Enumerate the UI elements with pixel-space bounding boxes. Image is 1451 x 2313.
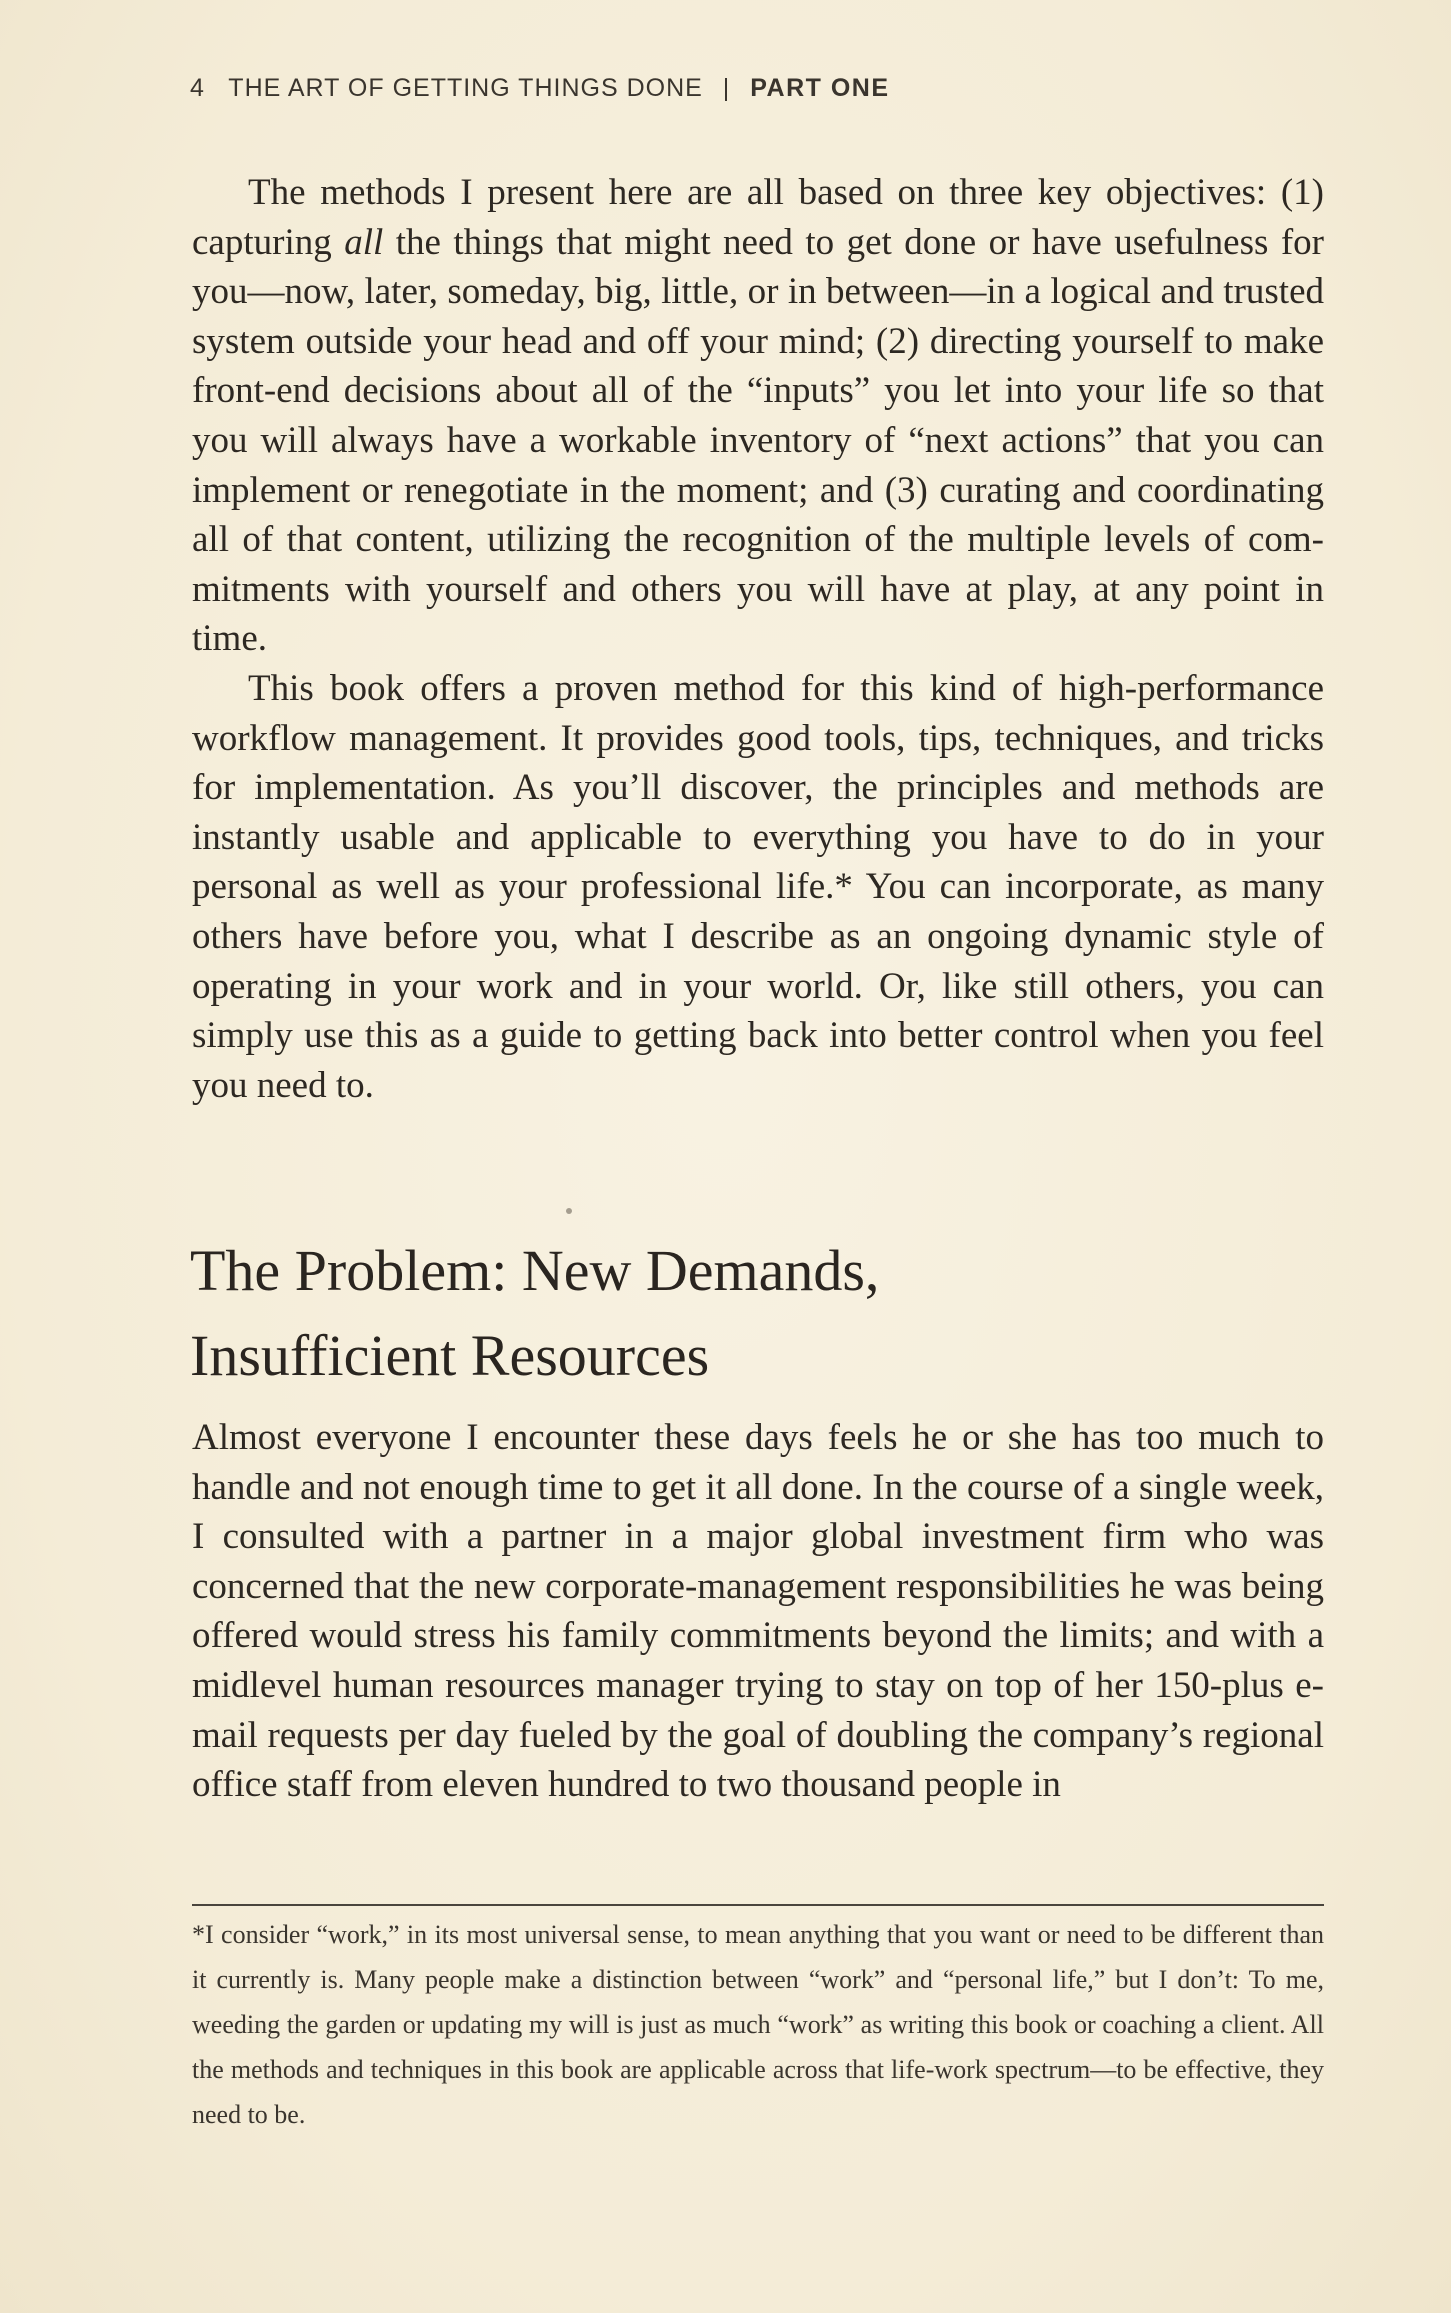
part-label: PART ONE — [750, 74, 890, 102]
intro-text — [192, 168, 1324, 1110]
page-number: 4 — [190, 74, 205, 102]
intro-paragraph-1-start: The methods I present here are all based on three key objectives: (1) capturing — [192, 172, 1324, 263]
intro-paragraph-2: This book offers a proven method for this kind of high-performance workflow management. It provides good tools, tips, techniques, and tricks for implementation. As you’ll discover, the principles and methods are instantly usable and applicable to everything you have to do in your personal as well as your professional life.* You can incorporate, as many others have before you, what I describe as an ongoing dynamic style of operating in your work and in your world. Or, like still others, you can simply use this as a guide to getting back into better control when you feel you need to. — [192, 667, 1324, 1106]
footnote-rule — [192, 1904, 1324, 1906]
book-title: THE ART OF GETTING THINGS DONE — [228, 74, 703, 102]
print-speck — [566, 1208, 572, 1214]
section-paragraph-1: Almost everyone I encounter these days feels he or she has too much to handle and not enough time to get it all done. In the course of a single week, I consulted with a partner in a major global investment firm who was concerned that the new corporate-management responsibilities he was being offered would stress his family commitments beyond the limits; and with a midlevel human resources manager trying to stay on top of her 150-plus e-mail requests per day fueled by the goal of doubling the company’s regional office staff from eleven hundred to two thousand people in — [192, 1417, 1324, 1806]
section-heading — [190, 1228, 1330, 1398]
section-heading-line-1: The Problem: New Demands, — [190, 1238, 880, 1303]
section-heading-line-2: Insufficient Resources — [190, 1323, 710, 1388]
running-head — [190, 74, 890, 103]
intro-paragraph-1-end: the things that might need to get done or have usefulness for you—now, later, someday, big, little, or in between—in a logical and trusted system outside your head and off your mind; (2) directing yourself to make front-end decisions about all of the “inputs” you let into your life so that you will always have a workable inventory of “next actions” that you can implement or renegotiate in the moment; and (3) curating and coordinating all of that content, utilizing the recognition of the multiple levels of commitments with yourself and others you will have at play, at any point in time. — [192, 221, 1325, 660]
emphasis-all: all — [344, 221, 384, 263]
footnote-text: *I consider “work,” in its most universal sense, to mean anything that you want or need to be different than it currently is. Many people make a distinction between “work” and “personal life,” but I don’t: To me, weeding the garden or updating my will is just as much “work” as writing this book or coaching a client. All the methods and techniques in this book are applicable across that life-work spectrum—to be effective, they need to be. — [192, 1920, 1324, 2129]
running-head-divider: | — [722, 74, 731, 102]
footnote — [192, 1912, 1324, 2137]
section-text — [192, 1413, 1324, 1810]
intro-paragraph-1 — [192, 168, 1324, 664]
